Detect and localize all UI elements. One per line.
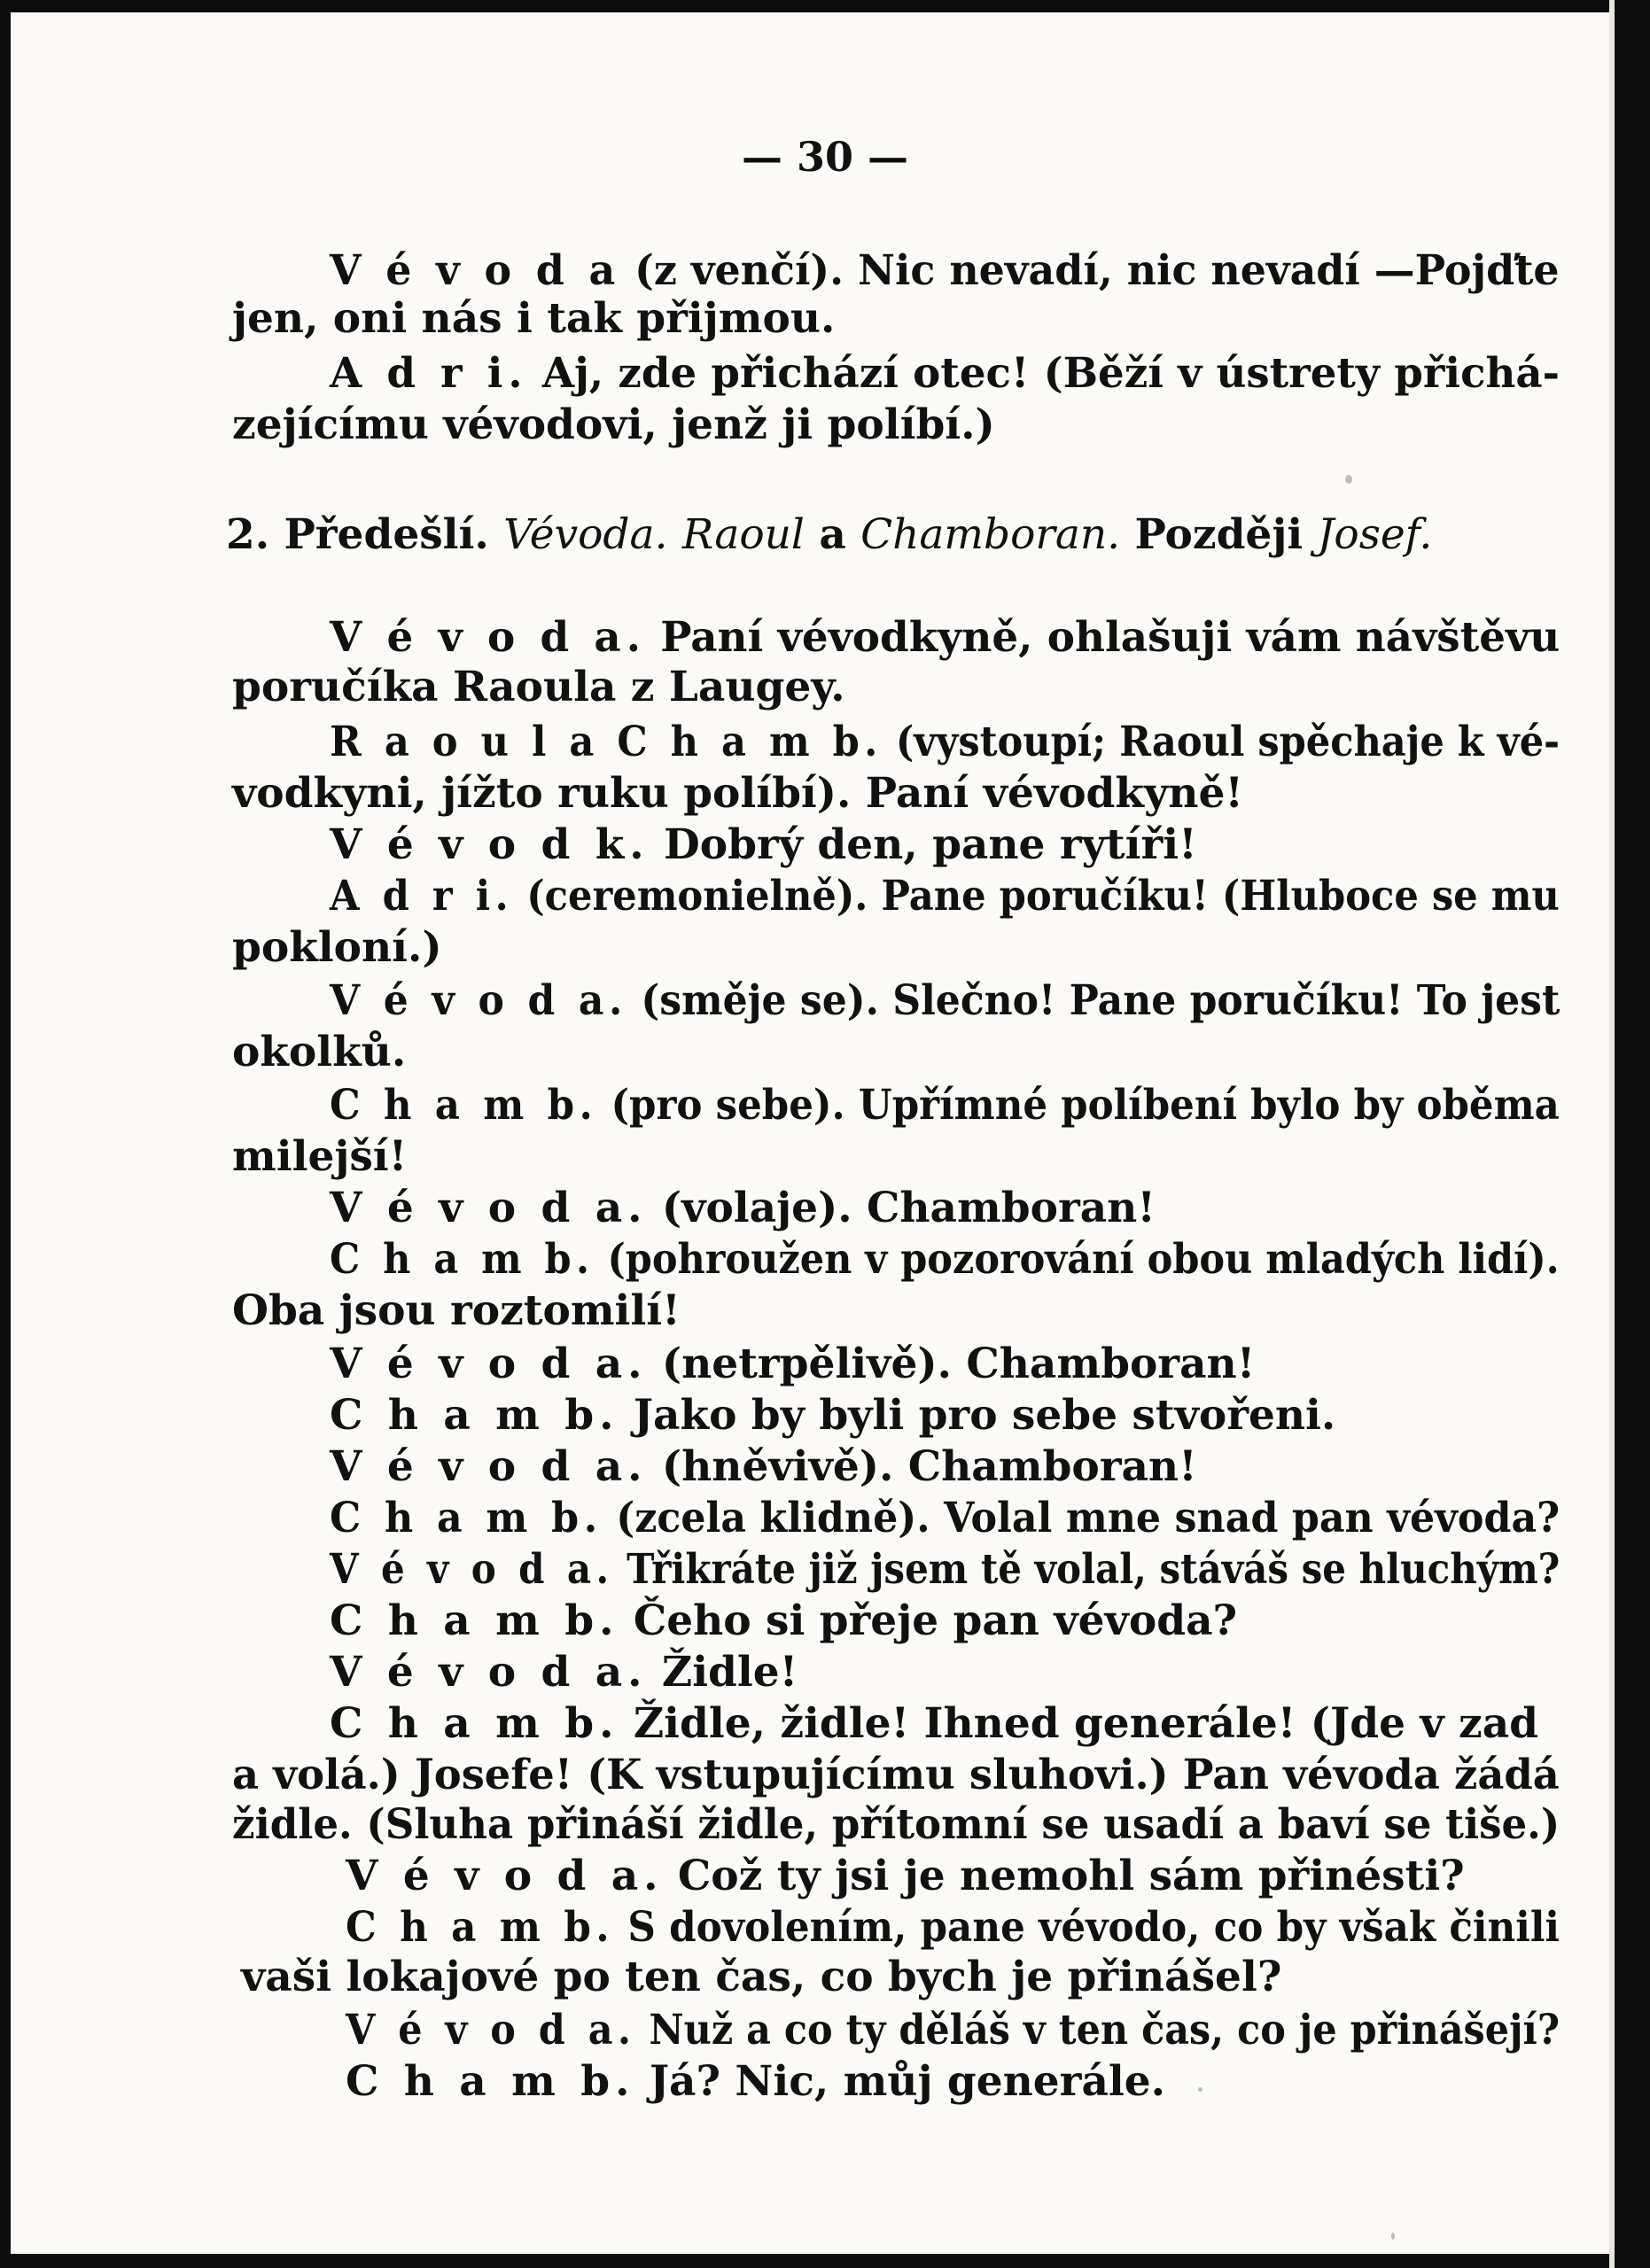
text-line [232,663,845,711]
line-text: milejší! [232,1132,408,1181]
text-line [241,1953,1282,2001]
line-text: okolků. [232,1028,407,1076]
line-text: vodkyni, jížto ruku políbí). Paní vévodkyně! [232,769,1243,818]
text-line [330,1699,1539,1748]
line-text: Aj, zde přichází otec! (Běží v ústrety přichá- [527,349,1560,398]
scene-later: Později [1134,510,1304,559]
text-line [232,1028,407,1076]
text-line [232,923,442,972]
text-line [330,1391,1336,1440]
speaker-name: V é v o d a. [330,976,628,1025]
line-text: židle. (Sluha přináší židle, přítomní se usadí a baví se tiše.) [232,1800,1560,1849]
text-line [330,1081,1560,1130]
line-text: (netrpělivě). Chamboran! [647,1340,1256,1388]
scene-conjunction: a [819,510,846,559]
text-line [330,1494,1560,1542]
line-text: Paní vévodkyně, ohlašuji vám návštěvu [645,613,1560,662]
text-line [330,246,1560,295]
text-line [330,1340,1256,1388]
speaker-name: V é v o d k. [330,820,650,869]
line-text: pokloní.) [232,923,442,972]
page-number: — 30 — [741,133,909,181]
scene-number: 2. [226,510,270,559]
speaker-name: V é v o d a. [346,1852,664,1900]
line-text: (směje se). Slečno! Pane poručíku! To jest [627,976,1560,1025]
speaker-name: V é v o d a. [346,2006,636,2054]
speaker-name: V é v o d a. [330,1442,648,1491]
line-text: Já? Nic, můj generále. [634,2057,1166,2106]
speaker-name: V é v o d a. [330,1648,648,1697]
line-text: a volá.) Josefe! (K vstupujícímu sluhovi.) Pan vévoda žádá [232,1751,1560,1799]
scene-person-josef: Josef. [1317,510,1433,559]
scan-border-right [1615,0,1650,2268]
speaker-name: V é v o d a. [330,1545,614,1594]
text-line [232,1751,1560,1799]
scene-person-chamboran: Chamboran. [860,510,1121,559]
speaker-name: V é v o d a. [330,613,646,662]
line-text: Třikráte již jsem tě volal, stáváš se hluchým? [613,1545,1560,1594]
speaker-name: V é v o d a. [330,1184,648,1232]
speaker-name: C h a m b. [330,1596,619,1645]
line-text: (z venčí). Nic nevadí, nic nevadí —Pojďte [620,246,1560,295]
scan-speck [1198,2087,1202,2092]
line-text: jen, oni nás i tak přijmou. [232,294,836,343]
line-text: (zcela klidně). Volal mne snad pan vévoda? [602,1494,1560,1542]
line-text: Židle! [647,1648,798,1697]
line-text: (volaje). Chamboran! [647,1184,1156,1232]
text-line [330,976,1560,1025]
scan-speck [1391,2233,1395,2240]
text-line [330,349,1560,398]
line-text: Dobrý den, pane rytíři! [649,820,1197,869]
text-line [330,718,1560,766]
speaker-name: V é v o d a [330,246,621,295]
text-line [330,820,1197,869]
line-text: Jako by byli pro sebe stvořeni. [619,1391,1336,1440]
text-line [346,2006,1560,2054]
line-text: Oba jsou roztomilí! [232,1286,681,1335]
text-line [232,1132,408,1181]
text-line [346,1852,1465,1900]
scan-border-left [0,0,11,2268]
text-line [330,872,1560,920]
text-line [330,1545,1560,1594]
scene-person-raoul: Raoul [681,510,805,559]
speaker-name: C h a m b. [330,1235,595,1284]
scan-speck [1345,475,1352,484]
text-line [330,1184,1156,1232]
line-text: (hněvivě). Chamboran! [647,1442,1197,1491]
text-line [346,1903,1560,1952]
line-text: (ceremonielně). Pane poručíku! (Hluboce se mu [513,872,1560,920]
speaker-name: C h a m b. [330,1391,619,1440]
text-line [330,613,1560,662]
line-text: S dovolením, pane vévodo, co by však činili [614,1903,1560,1952]
line-text: zejícímu vévodovi, jenž ji políbí.) [232,400,995,449]
text-line [330,1648,798,1697]
speaker-name: V é v o d a. [330,1340,648,1388]
text-line [232,769,1243,818]
scene-person-vevoda: Vévoda. [503,510,668,559]
speaker-name: C h a m b. [346,1903,615,1952]
line-text: Čeho si přeje pan vévoda? [619,1596,1238,1645]
scene-persons: Předešlí. [284,510,489,559]
speaker-name: A d r i. [330,872,514,920]
line-text: (pohroužen v pozorování obou mladých lidí). [594,1235,1560,1284]
speaker-name: A d r i. [330,349,528,398]
text-line [232,1286,681,1335]
line-text: (pro sebe). Upřímné políbení bylo by oběma [597,1081,1560,1130]
text-line [330,1596,1238,1645]
scan-border-bottom [0,2254,1650,2268]
text-line [232,294,836,343]
text-line [346,2057,1166,2106]
line-text: (vystoupí; Raoul spěchaje k vé- [882,718,1560,766]
line-text: Nuž a co ty děláš v ten čas, co je přinášejí? [635,2006,1560,2054]
speaker-name: C h a m b. [346,2057,635,2106]
line-text: Židle, židle! Ihned generále! (Jde v zad [619,1699,1539,1748]
speaker-name: R a o u l a C h a m b. [330,718,883,766]
scene-heading [226,510,1433,559]
text-line [232,1800,1560,1849]
line-text: Což ty jsi je nemohl sám přinésti? [663,1852,1465,1900]
text-line [232,400,995,449]
speaker-name: C h a m b. [330,1494,603,1542]
line-text: vaši lokajové po ten čas, co bych je přinášel? [241,1953,1282,2001]
text-line [330,1235,1560,1284]
speaker-name: C h a m b. [330,1699,619,1748]
line-text: poručíka Raoula z Laugey. [232,663,845,711]
text-line [330,1442,1197,1491]
scan-border-top [0,0,1650,12]
speaker-name: C h a m b. [330,1081,598,1130]
